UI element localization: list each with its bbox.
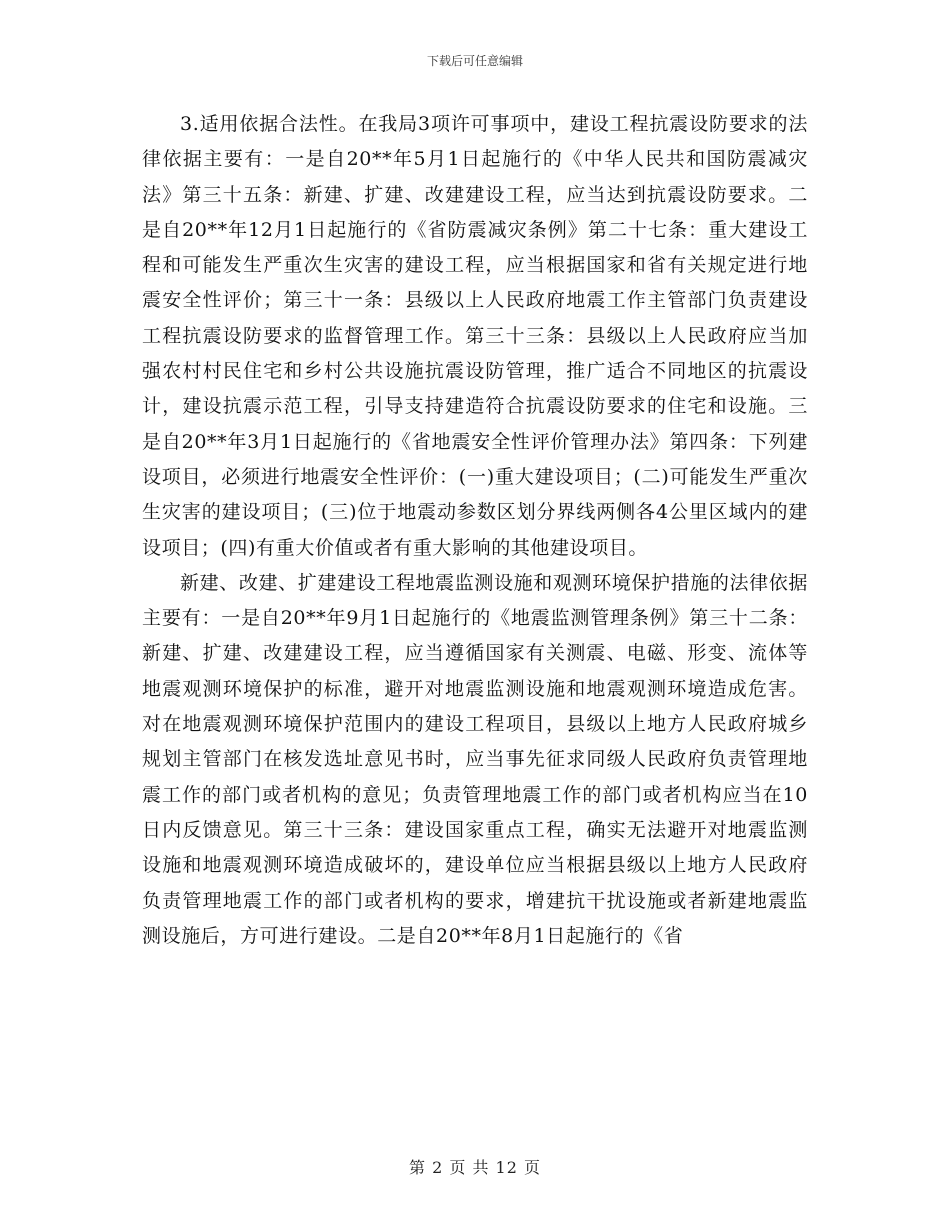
document-body: [142, 107, 808, 954]
paragraph-seismic-fortification-basis: 3.适用依据合法性。在我局3项许可事项中，建设工程抗震设防要求的法律依据主要有：一是自20**年5月1日起施行的《中华人民共和国防震减灾法》第三十五条：新建、扩建、改建建设工程，应当达到抗震设防要求。二是自20**年12月1日起施行的《省防震减灾条例》第二十七条：重大建设工程和可能发生严重次生灾害的建设工程，应当根据国家和省有关规定进行地震安全性评价；第三十一条：县级以上人民政府地震工作主管部门负责建设工程抗震设防要求的监督管理工作。第三十三条：县级以上人民政府应当加强农村村民住宅和乡村公共设施抗震设防管理，推广适合不同地区的抗震设计，建设抗震示范工程，引导支持建造符合抗震设防要求的住宅和设施。三是自20**年3月1日起施行的《省地震安全性评价管理办法》第四条：下列建设项目，必须进行地震安全性评价：(一)重大建设项目；(二)可能发生严重次生灾害的建设项目；(三)位于地震动参数区划分界线两侧各4公里区域内的建设项目；(四)有重大价值或者有重大影响的其他建设项目。: [142, 113, 808, 559]
paragraph-monitoring-facilities-basis: 新建、改建、扩建建设工程地震监测设施和观测环境保护措施的法律依据主要有：一是自20**年9月1日起施行的《地震监测管理条例》第三十二条：新建、扩建、改建建设工程，应当遵循国家有关测震、电磁、形变、流体等地震观测环境保护的标准，避开对地震监测设施和地震观测环境造成危害。对在地震观测环境保护范围内的建设工程项目，县级以上地方人民政府城乡规划主管部门在核发选址意见书时，应当事先征求同级人民政府负责管理地震工作的部门或者机构的意见；负责管理地震工作的部门或者机构应当在10日内反馈意见。第三十三条：建设国家重点工程，确实无法避开对地震监测设施和地震观测环境造成破坏的，建设单位应当根据县级以上地方人民政府负责管理地震工作的部门或者机构的要求，增建抗干扰设施或者新建地震监测设施后，方可进行建设。二是自20**年8月1日起施行的《省: [142, 571, 808, 947]
header-note: 下载后可任意编辑: [426, 54, 523, 68]
page-number-footer: 第 2 页 共 12 页: [409, 1158, 541, 1177]
